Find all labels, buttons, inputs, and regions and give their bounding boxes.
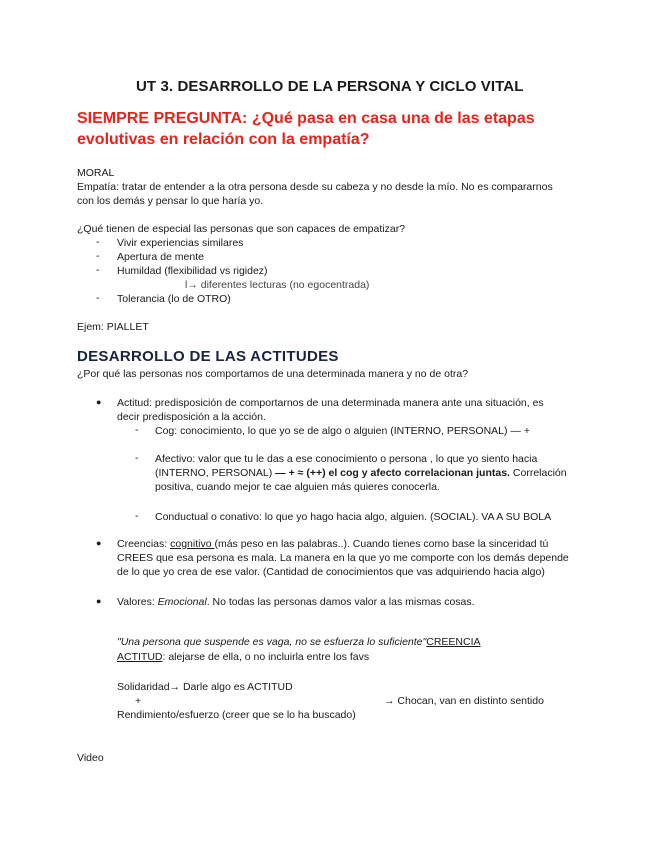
section-heading: DESARROLLO DE LAS ACTITUDES bbox=[77, 348, 339, 365]
example-line: Ejem: PIALLET bbox=[77, 321, 149, 333]
creencias-cognitivo: cognitivo bbox=[170, 538, 215, 550]
empatia-definition-line1: Empatía: tratar de entender a la otra persona desde su cabeza y no desde la mío. No es compararnos bbox=[77, 181, 553, 193]
list-subitem: l→ diferentes lecturas (no egocentrada) bbox=[185, 279, 370, 291]
list-item: Humildad (flexibilidad vs rigidez) bbox=[117, 265, 268, 277]
plus-sign: + bbox=[135, 695, 142, 707]
valores-label: Valores: bbox=[117, 596, 158, 608]
afectivo-correlation: — + ≈ (++) el cog y afecto correlacionan juntas. bbox=[272, 467, 510, 479]
list-item: Apertura de mente bbox=[117, 251, 204, 263]
list-dash: - bbox=[96, 292, 100, 304]
actitud-line1: Actitud: predisposición de comportarnos de una determinada manera ante una situación, es bbox=[117, 397, 544, 409]
list-dash: - bbox=[96, 236, 100, 248]
rendimiento-line: Rendimiento/esfuerzo (creer que se lo ha buscado) bbox=[117, 709, 356, 721]
quote-line1 bbox=[117, 635, 481, 649]
afectivo-line3: positiva, cuando mejor te cae alguien más quieres conocerla. bbox=[155, 481, 440, 493]
actitudes-question: ¿Por qué las personas nos comportamos de una determinada manera y no de otra? bbox=[77, 368, 469, 380]
bullet-dot: ● bbox=[96, 538, 102, 548]
list-dash: - bbox=[135, 424, 139, 436]
moral-label: MORAL bbox=[77, 167, 115, 179]
creencias-line1 bbox=[117, 537, 548, 551]
afectivo-correlation-label: Correlación bbox=[509, 467, 567, 479]
highlight-question-line2: evolutivas en relación con la empatía? bbox=[77, 131, 370, 148]
list-item: Tolerancia (lo de OTRO) bbox=[117, 293, 231, 305]
bullet-dot: ● bbox=[96, 397, 102, 407]
creencias-line2: CREES que esa persona es mala. La manera en la que yo me comporte con los demás depende bbox=[117, 552, 569, 564]
quote-text: "Una persona que suspende es vaga, no se esfuerza lo suficiente" bbox=[117, 636, 427, 648]
empathy-question: ¿Qué tienen de especial las personas que son capaces de empatizar? bbox=[77, 223, 406, 235]
bullet-dot: ● bbox=[96, 596, 102, 606]
solidaridad-line: Solidaridad→ Darle algo es ACTITUD bbox=[117, 681, 293, 693]
creencias-line1-rest: (más peso en las palabras..). Cuando tienes como base la sinceridad tú bbox=[214, 538, 549, 550]
video-label: Video bbox=[77, 752, 104, 764]
list-dash: - bbox=[96, 264, 100, 276]
afectivo-line1: Afectivo: valor que tu le das a ese conocimiento o persona , lo que yo siento hacia bbox=[155, 453, 538, 465]
creencias-label: Creencias: bbox=[117, 538, 171, 550]
actitud-line2: decir predisposición a la acción. bbox=[117, 411, 266, 423]
quote-line2-rest: : alejarse de ella, o no incluirla entre los favs bbox=[162, 651, 370, 663]
cog-component: Cog: conocimiento, lo que yo se de algo o alguien (INTERNO, PERSONAL) — + bbox=[155, 425, 530, 437]
quote-actitud: ACTITUD bbox=[117, 651, 163, 663]
creencias-line3: de lo que yo crea de ese valor. (Cantidad de conocimientos que vas adquiriendo hacia algo) bbox=[117, 566, 545, 578]
afectivo-line2 bbox=[155, 466, 567, 480]
empatia-definition-line2: con los demás y pensar lo que haría yo. bbox=[77, 195, 264, 207]
quote-line2 bbox=[117, 650, 369, 664]
conductual-component: Conductual o conativo: lo que yo hago hacia algo, alguien. (SOCIAL). VA A SU BOLA bbox=[155, 511, 552, 523]
valores-rest: . No todas las personas damos valor a las mismas cosas. bbox=[206, 596, 475, 608]
afectivo-scope: (INTERNO, PERSONAL) bbox=[155, 467, 273, 479]
valores-emocional: Emocional bbox=[157, 596, 207, 608]
list-dash: - bbox=[96, 250, 100, 262]
highlight-question-line1: SIEMPRE PREGUNTA: ¿Qué pasa en casa una de las etapas bbox=[77, 110, 535, 127]
chocan-line: → Chocan, van en distinto sentido bbox=[384, 695, 544, 707]
list-item: Vivir experiencias similares bbox=[117, 237, 244, 249]
document-title: UT 3. DESARROLLO DE LA PERSONA Y CICLO VITAL bbox=[136, 78, 524, 95]
list-dash: - bbox=[135, 452, 139, 464]
list-dash: - bbox=[135, 510, 139, 522]
quote-creencia: CREENCIA bbox=[426, 636, 481, 648]
valores-line bbox=[117, 595, 475, 609]
